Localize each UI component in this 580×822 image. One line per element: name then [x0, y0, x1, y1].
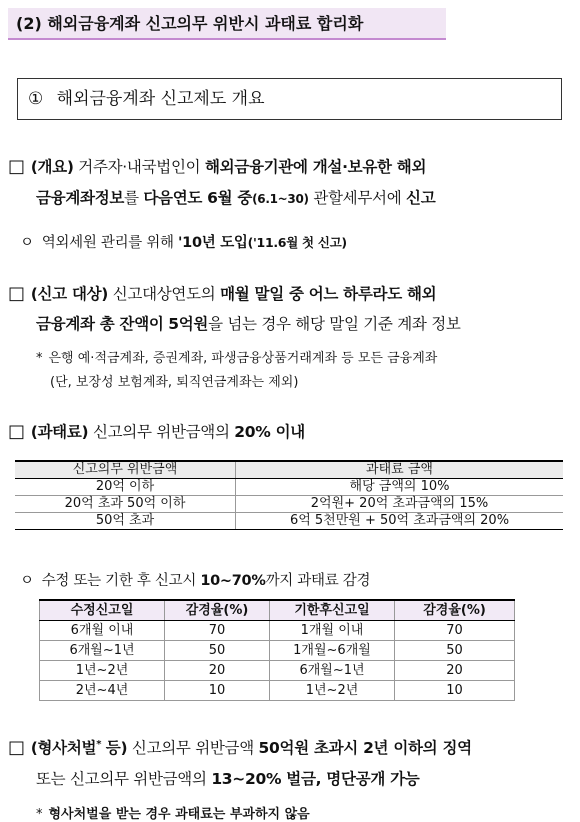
target-text-bold: 5억원 — [168, 315, 209, 333]
reduction-table — [39, 599, 515, 701]
table-row — [40, 641, 515, 661]
overview-line-1 — [8, 155, 426, 177]
table-cell: 10 — [395, 681, 515, 701]
table-cell: 6개월~1년 — [40, 641, 165, 661]
target-note-text: (단, 보장성 보험계좌, 퇴직연금계좌는 제외) — [50, 375, 299, 390]
target-line-2 — [36, 312, 461, 334]
overview-text: 관할세무서에 — [313, 189, 402, 207]
criminal-head-end: 등) — [105, 739, 128, 757]
overview-sub-text-bold: '10년 도입 — [178, 235, 248, 251]
overview-sub-text: 역외세원 관리를 위해 — [41, 235, 174, 251]
criminal-line-2 — [36, 767, 419, 789]
table-cell: 1개월~6개월 — [270, 641, 395, 661]
overview-line-2 — [36, 186, 435, 208]
table-cell: 6개월 이내 — [40, 621, 165, 641]
subsection-marker: ① — [28, 89, 44, 109]
table-header-cell: 수정신고일 — [40, 600, 165, 621]
criminal-line-1 — [8, 736, 472, 758]
table-cell: 10 — [165, 681, 270, 701]
table-cell: 1개월 이내 — [270, 621, 395, 641]
target-text: 신고대상연도의 — [112, 285, 216, 303]
criminal-text-bold: 13~20% 벌금, 명단공개 가능 — [211, 770, 420, 788]
overview-text: 거주자·내국법인이 — [78, 158, 201, 176]
table-cell: 70 — [395, 621, 515, 641]
overview-text-bold: 금융계좌정보 — [36, 189, 125, 207]
overview-text-bold: 신고 — [406, 189, 436, 207]
table-cell: 2년~4년 — [40, 681, 165, 701]
overview-text-bold: 해외금융기관에 개설·보유한 해외 — [204, 158, 427, 176]
table-cell: 1년~2년 — [40, 661, 165, 681]
bullet-square-icon: □ — [8, 421, 25, 442]
criminal-text: 또는 신고의무 위반금액의 — [36, 770, 207, 788]
table-cell: 50 — [395, 641, 515, 661]
table-cell: 6억 5천만원 + 50억 초과금액의 20% — [236, 513, 564, 530]
target-note-line-2 — [50, 371, 298, 390]
table-cell: 2억원+ 20억 초과금액의 15% — [236, 496, 564, 513]
overview-text-bold: 다음연도 6월 중 — [143, 189, 253, 207]
target-text-bold: 매월 말일 중 어느 하루라도 해외 — [220, 285, 437, 303]
criminal-note-text: 형사처벌을 받는 경우 과태료는 부과하지 않음 — [48, 807, 310, 822]
table-cell: 1년~2년 — [270, 681, 395, 701]
table-cell: 20억 이하 — [15, 479, 236, 496]
table-cell: 70 — [165, 621, 270, 641]
table-header-row — [40, 600, 515, 621]
criminal-text-bold: 50억원 초과시 2년 이하의 징역 — [258, 739, 472, 757]
criminal-note — [36, 803, 310, 822]
table-row — [40, 681, 515, 701]
table-row — [40, 661, 515, 681]
circle-bullet-icon: ㅇ — [20, 573, 34, 589]
target-text-bold: 금융계좌 총 잔액이 — [36, 315, 164, 333]
overview-head: (개요) — [30, 158, 74, 176]
note-asterisk: * — [36, 351, 43, 366]
subsection-title: 해외금융계좌 신고제도 개요 — [56, 89, 265, 109]
table-cell: 20 — [165, 661, 270, 681]
reduction-text: 까지 과태료 감경 — [265, 573, 371, 589]
criminal-text: 신고의무 위반금액 — [131, 739, 254, 757]
reduction-line — [20, 569, 370, 590]
table-header-cell: 신고의무 위반금액 — [15, 461, 236, 479]
overview-text-bold: (6.1~30) — [252, 192, 309, 206]
table-header-cell: 감경율(%) — [395, 600, 515, 621]
target-head: (신고 대상) — [30, 285, 109, 303]
criminal-head: (형사처벌 — [30, 739, 97, 757]
table-cell: 6개월~1년 — [270, 661, 395, 681]
penalty-text-bold: 20% 이내 — [234, 423, 305, 441]
table-header-cell: 과태료 금액 — [236, 461, 564, 479]
penalty-text: 신고의무 위반금액의 — [92, 423, 230, 441]
table-header-cell: 감경율(%) — [165, 600, 270, 621]
table-cell: 50억 초과 — [15, 513, 236, 530]
table-header-cell: 기한후신고일 — [270, 600, 395, 621]
criminal-head-sup: * — [96, 738, 102, 750]
subsection-box — [17, 78, 562, 120]
target-text: 을 넘는 경우 해당 말일 기준 계좌 정보 — [208, 315, 461, 333]
note-asterisk: * — [36, 807, 43, 822]
table-cell: 50 — [165, 641, 270, 661]
circle-bullet-icon: ㅇ — [20, 235, 34, 251]
reduction-text-bold: 10~70% — [200, 573, 266, 589]
table-row — [15, 513, 563, 530]
section-title: (2) 해외금융계좌 신고의무 위반시 과태료 합리화 — [8, 8, 446, 40]
target-note-line-1 — [36, 347, 437, 366]
table-cell: 20 — [395, 661, 515, 681]
overview-sub-line — [20, 231, 347, 252]
overview-text: 를 — [124, 189, 139, 207]
bullet-square-icon: □ — [8, 283, 25, 304]
penalty-table — [15, 460, 563, 530]
table-cell: 20억 초과 50억 이하 — [15, 496, 236, 513]
table-row — [15, 479, 563, 496]
penalty-line-1 — [8, 420, 305, 442]
table-header-row — [15, 461, 563, 479]
bullet-square-icon: □ — [8, 156, 25, 177]
table-row — [15, 496, 563, 513]
reduction-text: 수정 또는 기한 후 신고시 — [41, 573, 197, 589]
target-note-text: 은행 예·적금계좌, 증권계좌, 파생금융상품거래계좌 등 모든 금융계좌 — [48, 351, 438, 366]
overview-sub-text-bold: ('11.6월 첫 신고) — [247, 235, 347, 250]
table-row — [40, 621, 515, 641]
table-cell: 해당 금액의 10% — [236, 479, 564, 496]
target-line-1 — [8, 282, 436, 304]
bullet-square-icon: □ — [8, 737, 25, 758]
penalty-head: (과태료) — [30, 423, 89, 441]
